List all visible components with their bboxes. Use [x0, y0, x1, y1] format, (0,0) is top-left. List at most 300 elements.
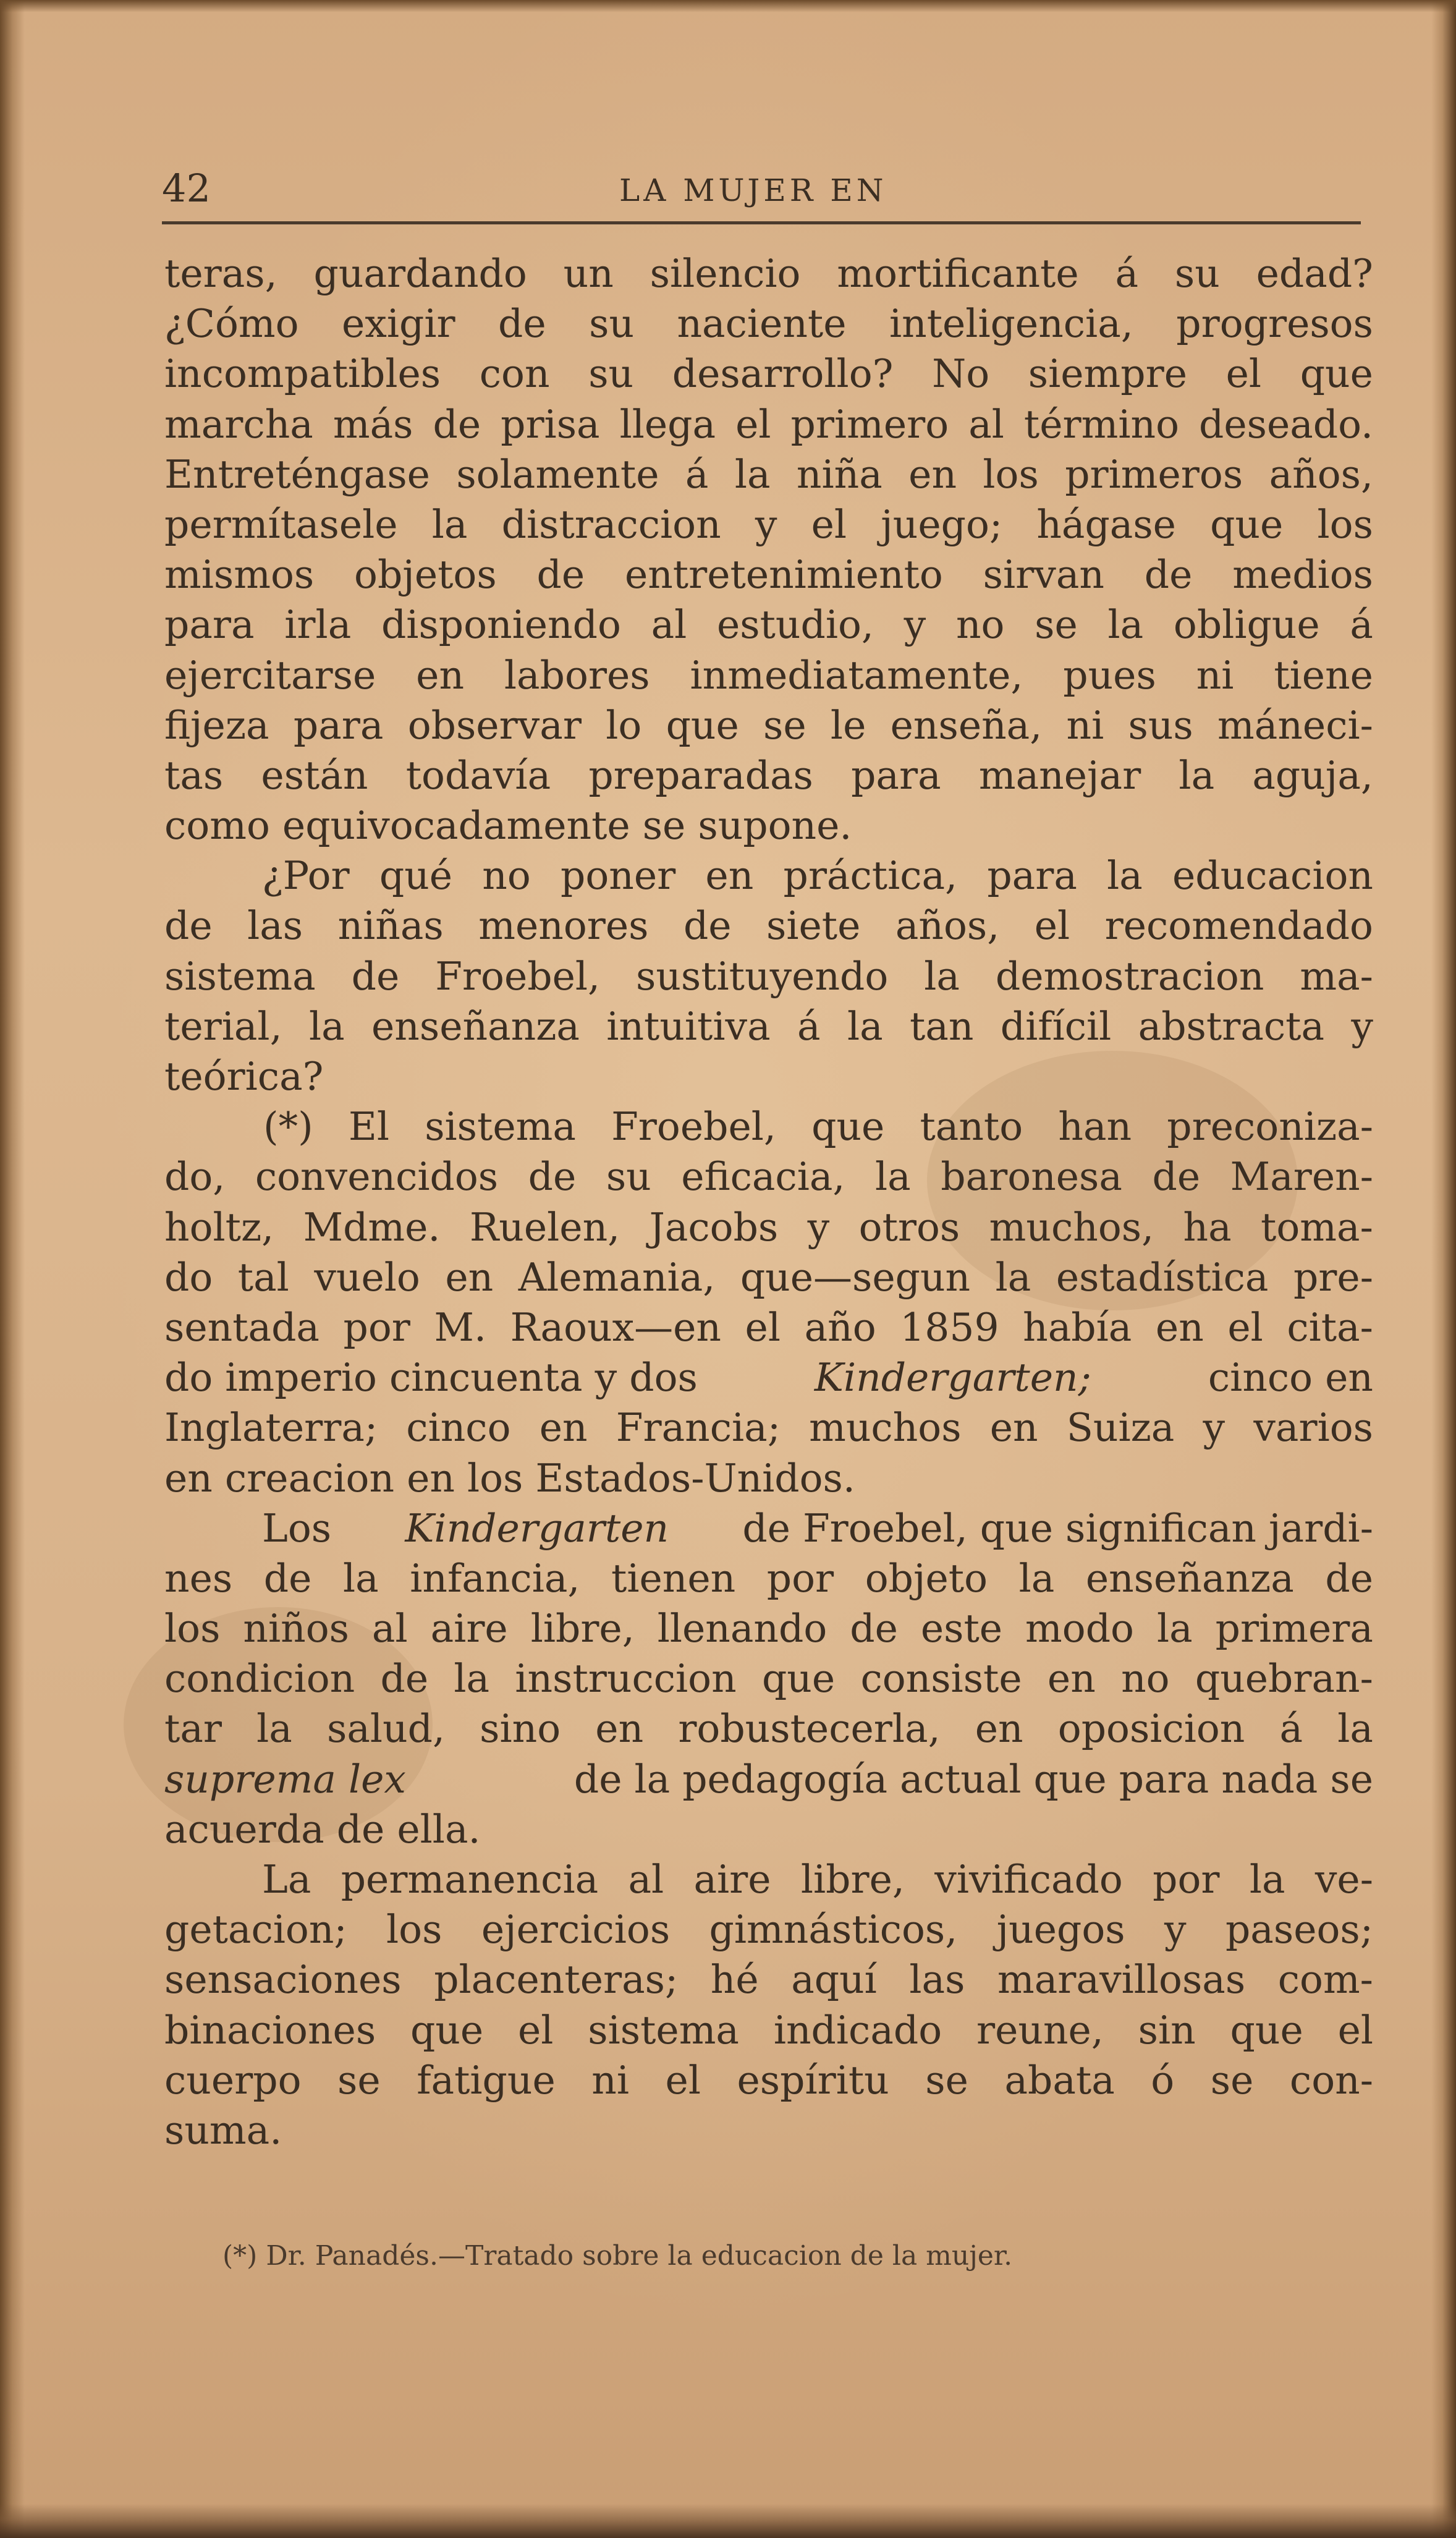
- word: tanto: [920, 1104, 1023, 1150]
- word: aguja,: [1252, 752, 1373, 798]
- word: libre,: [800, 1857, 905, 1902]
- word: á: [1350, 602, 1373, 648]
- word: Inglaterra;: [164, 1405, 378, 1451]
- word: objeto: [865, 1555, 988, 1601]
- word: salud,: [327, 1706, 445, 1752]
- text-line: [164, 1653, 1373, 1704]
- word: ¿Por: [262, 853, 350, 899]
- word: la: [1156, 1606, 1193, 1652]
- word: otros: [858, 1204, 960, 1250]
- word: sistema: [425, 1104, 576, 1150]
- text-line: [164, 1152, 1373, 1202]
- text-line: [164, 1403, 1373, 1453]
- word: permítasele: [164, 501, 398, 547]
- word: su: [606, 1154, 651, 1200]
- word: en: [539, 1405, 588, 1451]
- word: holtz,: [164, 1204, 274, 1250]
- word: la: [256, 1706, 292, 1752]
- word: poner: [560, 853, 676, 899]
- word: enseñanza: [371, 1003, 580, 1049]
- word: la: [1249, 1857, 1285, 1902]
- text-line: [164, 2055, 1373, 2105]
- word: Entreténgase: [164, 451, 430, 497]
- word: inmediatamente,: [690, 652, 1023, 698]
- word: Jacobs: [649, 1204, 779, 1250]
- word: un: [563, 251, 614, 296]
- word: el: [1227, 1304, 1263, 1350]
- word: práctica,: [783, 853, 958, 899]
- word: infancia,: [410, 1555, 580, 1601]
- text-line: teórica?: [164, 1054, 324, 1099]
- word: placenteras;: [434, 1957, 679, 2003]
- text-line: [164, 1704, 1373, 1754]
- text-line: [164, 750, 1373, 800]
- word: La: [262, 1857, 311, 1902]
- word: condicion: [164, 1656, 355, 1702]
- text-line: [164, 1553, 1373, 1603]
- word: niñas: [337, 903, 444, 949]
- word: quebran-: [1195, 1656, 1373, 1702]
- word: terial,: [164, 1003, 282, 1049]
- word: al: [628, 1857, 664, 1902]
- word: tal: [237, 1254, 289, 1300]
- text-line: [164, 299, 1373, 349]
- word: por: [343, 1304, 410, 1350]
- word: juegos: [996, 1907, 1125, 1953]
- word: nes: [164, 1555, 233, 1601]
- word: Alemania,: [518, 1254, 716, 1300]
- word: naciente: [677, 301, 847, 347]
- word: su: [588, 351, 634, 397]
- word: ma-: [1300, 953, 1373, 999]
- word: paseos;: [1225, 1907, 1373, 1953]
- word: guardando: [313, 251, 527, 296]
- word: de: [536, 552, 585, 598]
- word: inteligencia,: [889, 301, 1133, 347]
- word: Mdme.: [303, 1204, 441, 1250]
- word: de: [498, 301, 546, 347]
- word: no: [482, 853, 531, 899]
- word: desarrollo?: [672, 351, 894, 397]
- word: 1859: [900, 1304, 999, 1350]
- word: silencio: [650, 251, 801, 296]
- word: distraccion: [501, 501, 721, 547]
- word: enseña,: [890, 702, 1043, 748]
- word: de: [433, 401, 481, 447]
- word: espíritu: [737, 2057, 889, 2103]
- word: fijeza: [164, 702, 269, 748]
- word: no: [955, 602, 1005, 648]
- word: y: [1164, 1907, 1187, 1953]
- word: abata: [1004, 2057, 1115, 2103]
- text-line: [164, 600, 1373, 650]
- word: la: [1107, 602, 1144, 648]
- word: ni: [591, 2057, 629, 2103]
- text-line: suma.: [164, 2107, 282, 2153]
- word: en: [1155, 1304, 1204, 1350]
- word: que: [410, 2007, 484, 2053]
- word: en: [416, 652, 465, 698]
- word: eficacia,: [681, 1154, 845, 1200]
- word: años,: [895, 903, 1000, 949]
- word: recomendado: [1104, 903, 1373, 949]
- text-segment: do imperio cincuenta y dos: [164, 1355, 698, 1401]
- word: han: [1058, 1104, 1132, 1150]
- word: para: [851, 752, 941, 798]
- word: Raoux—en: [510, 1304, 721, 1350]
- word: la: [875, 1154, 911, 1200]
- word: ¿Cómo: [164, 301, 299, 347]
- word: años,: [1269, 451, 1373, 497]
- word: pre-: [1293, 1254, 1373, 1300]
- word: estadística: [1056, 1254, 1269, 1300]
- word: ejercitarse: [164, 652, 376, 698]
- word: convencidos: [255, 1154, 499, 1200]
- word: llenando: [657, 1606, 827, 1652]
- word: com-: [1277, 1957, 1373, 2003]
- text-line: [164, 1754, 1373, 1804]
- word: mismos: [164, 552, 315, 598]
- word: Froebel,: [611, 1104, 776, 1150]
- word: incompatibles: [164, 351, 441, 397]
- word: de: [351, 953, 400, 999]
- word: en: [908, 451, 957, 497]
- word: la: [1337, 1706, 1373, 1752]
- word: muchos,: [989, 1204, 1154, 1250]
- word: para: [987, 853, 1077, 899]
- word: la: [995, 1254, 1031, 1300]
- text-line: [164, 1302, 1373, 1352]
- text-line: [164, 1854, 1373, 1904]
- word: los: [983, 451, 1039, 497]
- text-line: [164, 1954, 1373, 2005]
- word: Ruelen,: [469, 1204, 620, 1250]
- word: binaciones: [164, 2007, 376, 2053]
- word: y: [807, 1204, 830, 1250]
- page-edge-bottom: [0, 2504, 1456, 2538]
- word: el: [811, 501, 847, 547]
- word: se: [337, 2057, 381, 2103]
- text-segment: Los: [262, 1505, 332, 1551]
- word: progresos: [1176, 301, 1373, 347]
- text-line: [164, 399, 1373, 449]
- word: juego;: [881, 501, 1003, 547]
- word: á: [797, 1003, 821, 1049]
- text-segment: de Froebel, que significan jardi-: [742, 1505, 1373, 1551]
- word: el: [735, 401, 771, 447]
- word: reune,: [976, 2007, 1104, 2053]
- text-line: acuerda de ella.: [164, 1806, 481, 1852]
- text-line: [164, 349, 1373, 399]
- word: ejercicios: [481, 1907, 671, 1953]
- word: ó: [1151, 2057, 1175, 2103]
- word: difícil: [1000, 1003, 1112, 1049]
- text-line: [164, 851, 1373, 901]
- italic-term: Kindergarten;: [814, 1355, 1091, 1401]
- word: que—segun: [740, 1254, 971, 1300]
- word: no: [1121, 1656, 1170, 1702]
- word: abstracta: [1138, 1003, 1325, 1049]
- word: primeros: [1065, 451, 1243, 497]
- word: demostracion: [995, 953, 1264, 999]
- word: al: [968, 401, 1004, 447]
- word: á: [1279, 1706, 1303, 1752]
- word: consiste: [860, 1656, 1022, 1702]
- word: entretenimiento: [624, 552, 943, 598]
- word: preparadas: [588, 752, 813, 798]
- word: la: [1018, 1555, 1055, 1601]
- word: deseado.: [1199, 401, 1373, 447]
- text-line: [164, 1904, 1373, 1954]
- text-line: [164, 1252, 1373, 1302]
- word: Francia;: [616, 1405, 781, 1451]
- word: vivificado: [934, 1857, 1123, 1902]
- footnote: (*) Dr. Panadés.—Tratado sobre la educacion de la mujer.: [222, 2240, 1013, 2272]
- word: de: [263, 1555, 312, 1601]
- word: teras,: [164, 251, 277, 296]
- word: la: [924, 953, 960, 999]
- word: la: [847, 1003, 883, 1049]
- word: que: [666, 702, 739, 748]
- word: educacion: [1172, 853, 1373, 899]
- word: aire: [430, 1606, 508, 1652]
- word: sistema: [588, 2007, 739, 2053]
- word: de: [683, 903, 732, 949]
- word: de: [380, 1656, 429, 1702]
- italic-term: suprema lex: [164, 1756, 406, 1802]
- word: hágase: [1036, 501, 1176, 547]
- text-line: en creacion en los Estados-Unidos.: [164, 1455, 855, 1501]
- word: de: [850, 1606, 898, 1652]
- word: el: [1034, 903, 1070, 949]
- text-line: [164, 550, 1373, 600]
- word: están: [261, 752, 368, 798]
- word: modo: [1025, 1606, 1134, 1652]
- word: sensaciones: [164, 1957, 402, 2003]
- word: de: [528, 1154, 577, 1200]
- text-segment: cinco en: [1208, 1355, 1373, 1401]
- page-number: 42: [162, 166, 211, 211]
- word: el: [665, 2057, 701, 2103]
- word: la: [431, 501, 468, 547]
- word: maravillosas: [997, 1957, 1246, 2003]
- word: en: [975, 1706, 1023, 1752]
- word: todavía: [405, 752, 551, 798]
- word: sus: [1128, 702, 1193, 748]
- word: al: [651, 602, 687, 648]
- word: solamente: [456, 451, 659, 497]
- word: máneci-: [1217, 702, 1373, 748]
- word: M.: [434, 1304, 487, 1350]
- word: á: [1115, 251, 1139, 296]
- word: en: [445, 1254, 494, 1300]
- word: medios: [1232, 552, 1373, 598]
- word: había: [1023, 1304, 1132, 1350]
- word: la: [454, 1656, 490, 1702]
- word: se: [1210, 2057, 1254, 2103]
- text-line: como equivocadamente se supone.: [164, 803, 852, 849]
- word: oposicion: [1057, 1706, 1245, 1752]
- word: de: [164, 903, 213, 949]
- word: por: [1153, 1857, 1220, 1902]
- word: varios: [1253, 1405, 1373, 1451]
- word: á: [685, 451, 709, 497]
- word: ve-: [1314, 1857, 1373, 1902]
- word: manejar: [978, 752, 1141, 798]
- word: que: [1300, 351, 1373, 397]
- word: robustecerla,: [678, 1706, 941, 1752]
- word: la: [342, 1555, 379, 1601]
- word: para: [164, 602, 255, 648]
- word: aire: [693, 1857, 771, 1902]
- word: con: [479, 351, 550, 397]
- word: las: [909, 1957, 965, 2003]
- word: y: [755, 501, 777, 547]
- word: sistema: [164, 953, 316, 999]
- word: cita-: [1287, 1304, 1373, 1350]
- word: de: [1144, 552, 1193, 598]
- word: la: [1107, 853, 1143, 899]
- word: irla: [284, 602, 352, 648]
- word: le: [830, 702, 866, 748]
- word: en: [595, 1706, 644, 1752]
- word: ha: [1183, 1204, 1232, 1250]
- word: el: [518, 2007, 554, 2053]
- word: gimnásticos,: [709, 1907, 958, 1953]
- word: se: [1035, 602, 1078, 648]
- word: pues: [1063, 652, 1156, 698]
- word: tiene: [1274, 652, 1373, 698]
- text-line: [164, 1001, 1373, 1051]
- word: instruccion: [515, 1656, 737, 1702]
- word: tan: [910, 1003, 974, 1049]
- word: mortificante: [837, 251, 1079, 296]
- page-edge-right: [1431, 0, 1456, 2538]
- word: marcha: [164, 401, 313, 447]
- word: siete: [766, 903, 861, 949]
- word: labores: [504, 652, 650, 698]
- word: más: [332, 401, 413, 447]
- word: la: [734, 451, 771, 497]
- word: y: [1351, 1003, 1373, 1049]
- word: sino: [480, 1706, 561, 1752]
- word: llega: [619, 401, 716, 447]
- word: para: [293, 702, 384, 748]
- word: prisa: [501, 401, 600, 447]
- word: cuerpo: [164, 2057, 302, 2103]
- word: tienen: [611, 1555, 736, 1601]
- page-edge-top: [0, 0, 1456, 12]
- word: estudio,: [717, 602, 874, 648]
- word: cinco: [406, 1405, 511, 1451]
- text-line: [164, 2005, 1373, 2055]
- text-line: [164, 1101, 1373, 1152]
- text-line: [164, 499, 1373, 550]
- text-line: [164, 248, 1373, 299]
- word: El: [348, 1104, 389, 1150]
- word: sirvan: [983, 552, 1104, 598]
- word: se: [925, 2057, 968, 2103]
- word: el: [745, 1304, 781, 1350]
- word: do: [164, 1254, 213, 1300]
- text-line: [164, 1603, 1373, 1653]
- word: sin: [1138, 2007, 1196, 2053]
- word: tar: [164, 1706, 222, 1752]
- word: hé: [710, 1957, 759, 2003]
- word: intuitiva: [606, 1003, 771, 1049]
- text-line: [164, 901, 1373, 951]
- word: disponiendo: [381, 602, 621, 648]
- word: toma-: [1261, 1204, 1373, 1250]
- word: Froebel,: [435, 953, 601, 999]
- word: observar: [407, 702, 582, 748]
- page-edge-left: [0, 0, 25, 2538]
- word: primera: [1215, 1606, 1373, 1652]
- text-line: [164, 1202, 1373, 1252]
- word: la: [1179, 752, 1215, 798]
- word: que: [1210, 501, 1284, 547]
- word: de: [1152, 1154, 1201, 1200]
- word: niños: [243, 1606, 349, 1652]
- word: en: [1047, 1656, 1096, 1702]
- word: exigir: [342, 301, 455, 347]
- word: las: [247, 903, 303, 949]
- word: edad?: [1256, 251, 1373, 296]
- word: libre,: [530, 1606, 635, 1652]
- word: permanencia: [341, 1857, 599, 1902]
- word: do,: [164, 1154, 226, 1200]
- word: el: [1225, 351, 1262, 397]
- word: niña: [796, 451, 882, 497]
- text-line: [164, 700, 1373, 750]
- word: vuelo: [314, 1254, 420, 1300]
- word: de: [1325, 1555, 1373, 1601]
- word: ni: [1196, 652, 1234, 698]
- word: fatigue: [417, 2057, 556, 2103]
- text-line: [164, 1352, 1373, 1403]
- word: indicado: [773, 2007, 942, 2053]
- word: que: [1230, 2007, 1303, 2053]
- word: término: [1023, 401, 1180, 447]
- word: lo: [606, 702, 642, 748]
- word: en: [989, 1405, 1038, 1451]
- header-rule: [162, 221, 1361, 224]
- word: primero: [790, 401, 949, 447]
- word: tas: [164, 752, 224, 798]
- word: No: [932, 351, 990, 397]
- word: en: [705, 853, 754, 899]
- word: baronesa: [941, 1154, 1122, 1200]
- word: aquí: [791, 1957, 877, 2003]
- word: que: [811, 1104, 885, 1150]
- word: sentada: [164, 1304, 320, 1350]
- word: qué: [379, 853, 453, 899]
- running-title: LA MUJER EN: [619, 172, 887, 208]
- word: objetos: [354, 552, 497, 598]
- running-head: [162, 167, 1367, 210]
- word: su: [589, 301, 635, 347]
- word: menores: [478, 903, 649, 949]
- word: ni: [1066, 702, 1104, 748]
- word: enseñanza: [1085, 1555, 1294, 1601]
- word: sustituyendo: [635, 953, 889, 999]
- text-segment: de la pedagogía actual que para nada se: [574, 1756, 1373, 1802]
- word: la: [308, 1003, 345, 1049]
- word: al: [371, 1606, 408, 1652]
- word: año: [804, 1304, 876, 1350]
- text-line: [164, 1503, 1373, 1553]
- text-line: [164, 650, 1373, 700]
